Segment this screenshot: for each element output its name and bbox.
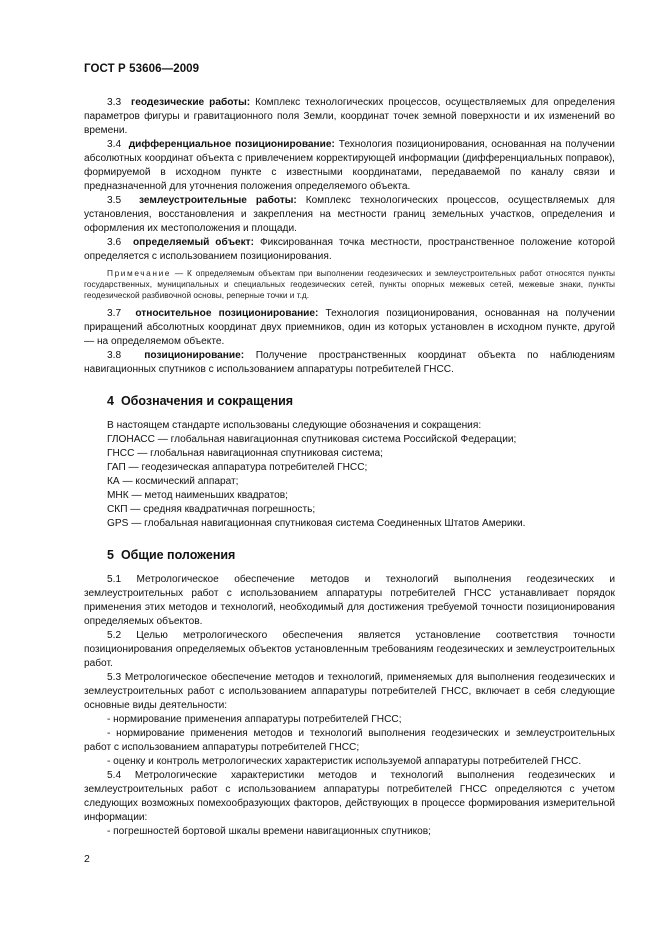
clause-number: 3.6 (107, 237, 122, 248)
defined-term: геодезические работы: (131, 97, 251, 108)
abbreviation-item: КА — космический аппарат; (107, 476, 239, 487)
definition-3-8 (84, 349, 615, 377)
definition-text: Фиксированная точка местности, пространственное положение которой определяется с использованием позиционирования. (84, 237, 615, 262)
section-4-heading (107, 394, 615, 408)
document-body (84, 96, 615, 839)
clause-number: 3.3 (107, 97, 122, 108)
definition-3-6 (84, 236, 615, 264)
clause-5-2: 5.2 Целью метрологического обеспечения является установление соответствия точности позиционирования определяемых объектов установленным требованиям геодезических и землеустроительных работ. (84, 630, 615, 669)
clause-number: 3.8 (107, 350, 122, 361)
clause-number: 3.4 (107, 139, 122, 150)
abbreviation-item: ГЛОНАСС — глобальная навигационная спутниковая система Российской Федерации; (107, 434, 517, 445)
definition-3-5 (84, 194, 615, 236)
document-header: ГОСТ Р 53606—2009 (84, 63, 200, 75)
clause-number: 3.7 (107, 308, 122, 319)
section-title: Обозначения и сокращения (120, 394, 294, 408)
definition-3-3 (84, 96, 615, 138)
definition-text: Комплекс технологических процессов, осуществляемых для установления, восстановления и закрепления на местности границ земельных участков, определения и оформления их местоположения и площади. (84, 195, 615, 234)
clause-5-4: 5.4 Метрологические характеристики методов и технологий выполнения геодезических и землеустроительных работ с использованием аппаратуры потребителей ГНСС определяются с учетом следующих возможных помехообразующих факторов, действующих в процессе формирования измерительной информации: (84, 770, 615, 823)
section-title: Общие положения (120, 548, 236, 562)
clause-number: 3.5 (107, 195, 122, 206)
list-item: - погрешностей бортовой шкалы времени навигационных спутников; (107, 826, 431, 837)
note-3-6 (84, 268, 615, 301)
definition-text: Технология позиционирования, основанная на получении приращений абсолютных координат двух приемников, один из которых установлен в исходном пункте, другой — на определяемом объекте. (84, 308, 615, 347)
abbreviation-item: ГАП — геодезическая аппаратура потребителей ГНСС; (107, 462, 368, 473)
list-item: - нормирование применения методов и технологий выполнения геодезических и землеустроительных работ с использованием аппаратуры потребителей ГНСС; (84, 728, 615, 753)
section-number: 4 (107, 394, 114, 408)
section-number: 5 (107, 548, 114, 562)
defined-term: позиционирование: (144, 350, 245, 361)
clause-5-3: 5.3 Метрологическое обеспечение методов и технологий, применяемых для выполнения геодезических и землеустроительных работ с использованием аппаратуры потребителей ГНСС, включает в себя следующие основные виды деятельности: (84, 672, 615, 711)
defined-term: определяемый объект: (132, 237, 254, 248)
note-label: Примечание (107, 268, 172, 278)
definition-text: Получение пространственных координат объекта по наблюдениям навигационных спутников с использованием аппаратуры потребителей ГНСС. (84, 350, 615, 375)
list-item: - оценку и контроль метрологических характеристик используемой аппаратуры потребителей ГНСС. (107, 756, 582, 767)
abbreviation-item: GPS — глобальная навигационная спутниковая система Соединенных Штатов Америки. (107, 518, 526, 529)
section-4-intro: В настоящем стандарте использованы следующие обозначения и сокращения: (107, 420, 482, 431)
definition-3-4 (84, 138, 615, 194)
definition-text: Технология позиционирования, основанная на получении абсолютных координат объекта с привлечением корректирующей информации (дифференциальных поправок), формируемой в исходном пункте с известными координатами, передаваемой по каналу связи и предназначенной для уточнения положения определяемого объекта. (84, 139, 615, 192)
abbreviation-item: СКП — средняя квадратичная погрешность; (107, 504, 316, 515)
definition-text: Комплекс технологических процессов, осуществляемых для определения параметров фигуры и гравитационного поля Земли, координат точек земной поверхности и их изменений во времени. (84, 97, 615, 136)
defined-term: дифференциальное позиционирование: (128, 139, 335, 150)
defined-term: землеустроительные работы: (138, 195, 297, 206)
abbreviation-item: ГНСС — глобальная навигационная спутниковая система; (107, 448, 383, 459)
clause-5-1: 5.1 Метрологическое обеспечение методов и технологий выполнения геодезических и землеустроительных работ с использованием аппаратуры потребителей ГНСС устанавливает порядок применения этих методов и технологий, необходимый для достижения требуемой точности позиционирования определяемых объектов. (84, 574, 615, 627)
list-item: - нормирование применения аппаратуры потребителей ГНСС; (107, 714, 402, 725)
page-number: 2 (84, 853, 90, 865)
section-5-heading (107, 548, 615, 562)
definition-3-7 (84, 307, 615, 349)
note-text: — К определяемым объектам при выполнении геодезических и землеустроительных работ относятся пункты государственных, муниципальных и специальных геодезических сетей, пункты опорных межевых сетей, межевые знаки, пункты геодезической разбивочной основы, реперные точки и т.д. (84, 268, 615, 300)
defined-term: относительное позиционирование: (135, 308, 319, 319)
abbreviation-item: МНК — метод наименьших квадратов; (107, 490, 288, 501)
